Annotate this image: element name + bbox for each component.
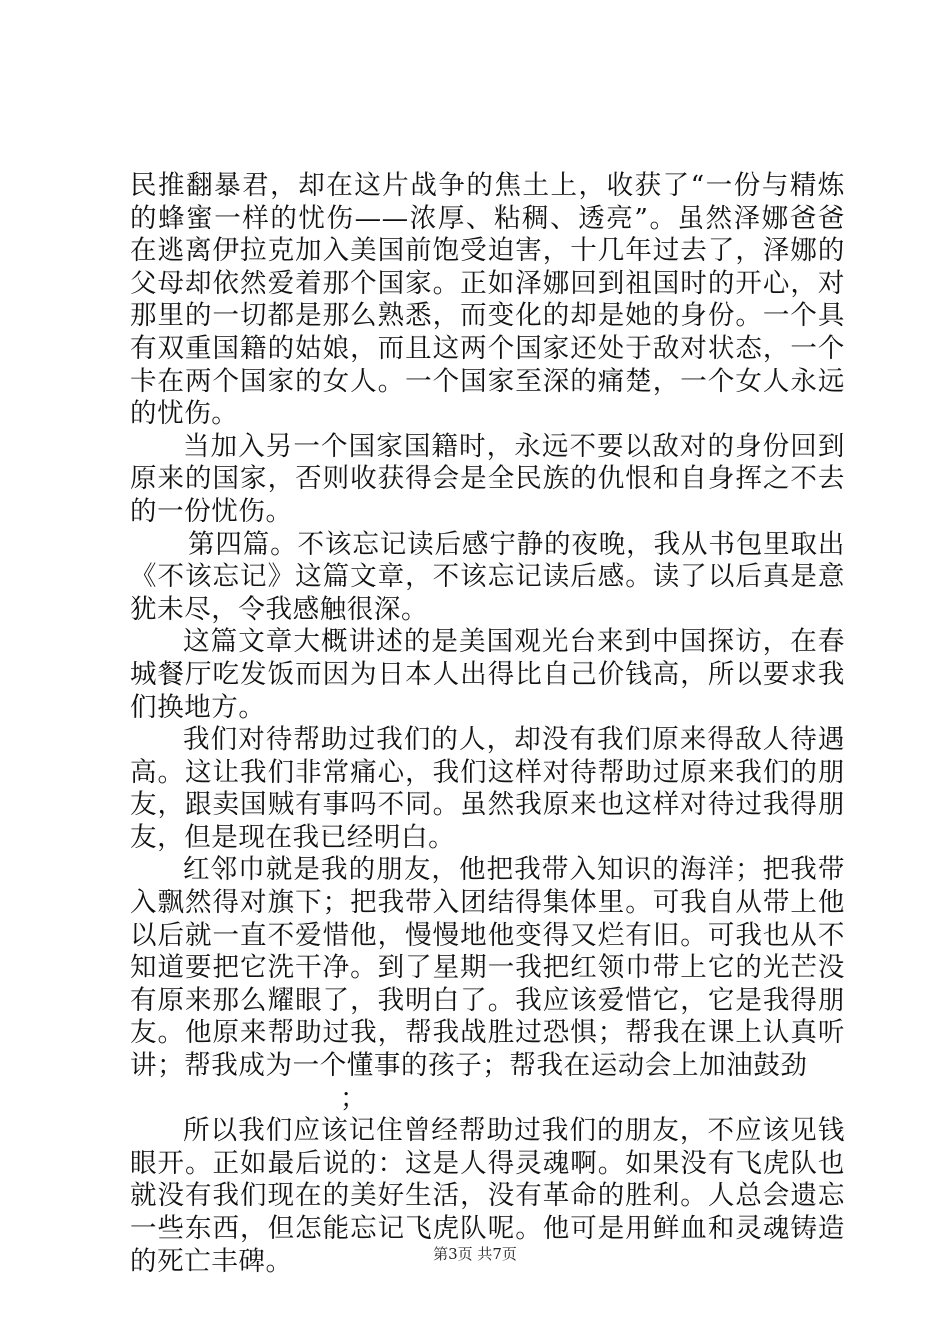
paragraph-conclusion: 所以我们应该记住曾经帮助过我们的朋友，不应该见钱眼开。正如最后说的：这是人得灵魂啊。如果没有飞虎队也就没有我们现在的美好生活，没有革命的胜利。人总会遗忘一些东西，但怎能忘记飞虎队呢。他可是用鲜血和灵魂铸造的死亡丰碑。	[130, 1115, 845, 1277]
paragraph-fourth-piece: 第四篇。不该忘记读后感宁静的夜晚，我从书包里取出《不该忘记》这篇文章，不该忘记读后感。读了以后真是意犹未尽，令我感触很深。	[130, 528, 845, 625]
paragraph-red-scarf: 红邻巾就是我的朋友，他把我带入知识的海洋；把我带入飘然得对旗下；把我带入团结得集体里。可我自从带上他以后就一直不爱惜他，慢慢地他变得又烂有旧。可我也从不知道要把它洗干净。到了星期一我把红领巾带上它的光芒没有原来那么耀眼了，我明白了。我应该爱惜它，它是我得朋友。他原来帮助过我，帮我战胜过恐惧；帮我在课上认真听讲；帮我成为一个懂事的孩子；帮我在运动会上加油鼓劲	[130, 854, 845, 1082]
paragraph-article-summary: 这篇文章大概讲述的是美国观光台来到中国探访，在春城餐厅吃发饭而因为日本人出得比自己价钱高，所以要求我们换地方。	[130, 626, 845, 723]
document-body	[130, 170, 845, 1278]
page-number-footer: 第3页 共7页	[433, 1245, 517, 1263]
stray-semicolon: ；	[340, 1082, 367, 1114]
paragraph-nationality: 当加入另一个国家国籍时，永远不要以敌对的身份回到原来的国家，否则收获得会是全民族的仇恨和自身挥之不去的一份忧伤。	[130, 430, 845, 527]
paragraph-reflection: 我们对待帮助过我们的人，却没有我们原来得敌人待遇高。这让我们非常痛心，我们这样对待帮助过原来我们的朋友，跟卖国贼有事吗不同。虽然我原来也这样对待过我得朋友，但是现在我已经明白。	[130, 724, 845, 853]
paragraph-continuation: 民推翻暴君，却在这片战争的焦土上，收获了“一份与精炼的蜂蜜一样的忧伤——浓厚、粘稠、透亮”。虽然泽娜爸爸在逃离伊拉克加入美国前饱受迫害，十几年过去了，泽娜的父母却依然爱着那个国家。正如泽娜回到祖国时的开心，对那里的一切都是那么熟悉，而变化的却是她的身份。一个具有双重国籍的姑娘，而且这两个国家还处于敌对状态，一个卡在两个国家的女人。一个国家至深的痛楚，一个女人永远的忧伤。	[130, 170, 845, 430]
